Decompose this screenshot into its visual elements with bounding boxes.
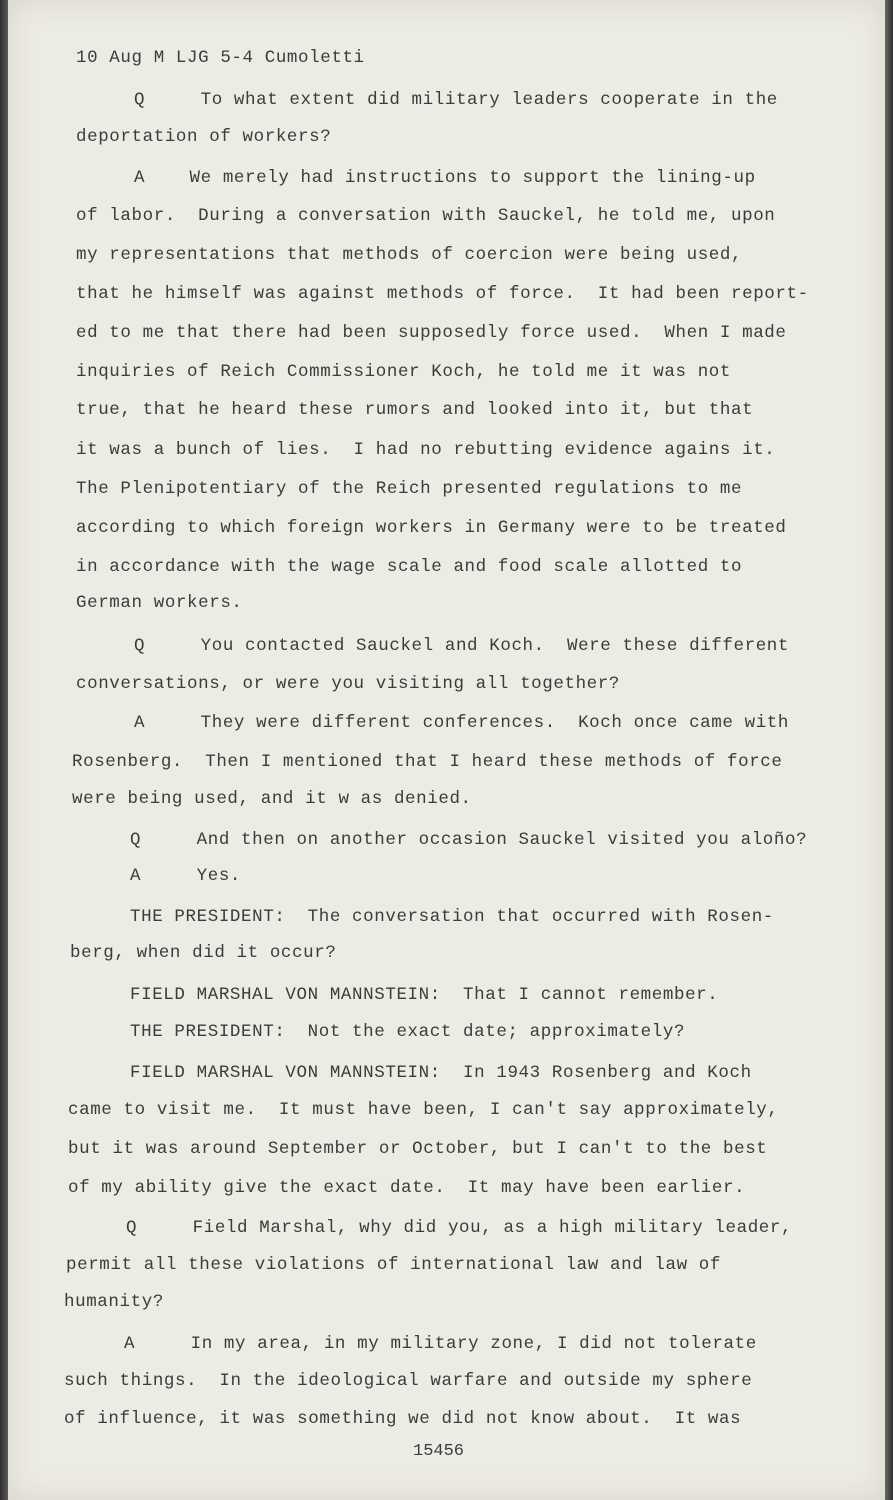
text-line-3: A We merely had instructions to support the lining-up	[134, 168, 756, 188]
scan-right-edge	[885, 0, 893, 1500]
text-line-17: A They were different conferences. Koch once came with	[134, 713, 790, 733]
text-line-35: of influence, it was something we did not know about. It was	[64, 1409, 742, 1429]
text-line-25: THE PRESIDENT: Not the exact date; approximately?	[130, 1022, 686, 1042]
text-line-11: The Plenipotentiary of the Reich presented regulations to me	[76, 479, 743, 499]
text-line-9: true, that he heard these rumors and looked into it, but that	[76, 400, 754, 420]
text-line-1: Q To what extent did military leaders cooperate in the	[134, 90, 778, 110]
text-line-23: berg, when did it occur?	[70, 943, 337, 963]
text-line-12: according to which foreign workers in Germany were to be treated	[76, 518, 787, 538]
text-line-33: A In my area, in my military zone, I did not tolerate	[124, 1334, 757, 1354]
text-line-10: it was a bunch of lies. I had no rebutting evidence agains it.	[76, 440, 776, 460]
page-header: 10 Aug M LJG 5-4 Cumoletti	[76, 48, 365, 68]
text-line-21: A Yes.	[130, 866, 242, 886]
text-line-28: but it was around September or October, but I can't to the best	[68, 1139, 768, 1159]
text-line-29: of my ability give the exact date. It may have been earlier.	[68, 1178, 746, 1198]
text-line-7: ed to me that there had been supposedly force used. When I made	[76, 323, 787, 343]
text-line-30: Q Field Marshal, why did you, as a high military leader,	[126, 1218, 793, 1238]
text-line-34: such things. In the ideological warfare and outside my sphere	[64, 1371, 753, 1391]
text-line-13: in accordance with the wage scale and food scale allotted to	[76, 557, 743, 577]
text-line-22: THE PRESIDENT: The conversation that occurred with Rosen-	[130, 907, 774, 927]
text-line-4: of labor. During a conversation with Sauckel, he told me, upon	[76, 206, 776, 226]
text-line-26: FIELD MARSHAL VON MANNSTEIN: In 1943 Rosenberg and Koch	[130, 1063, 752, 1083]
page-number: 15456	[413, 1442, 465, 1461]
text-line-19: were being used, and it w as denied.	[72, 789, 472, 809]
scan-left-edge	[0, 0, 8, 1500]
text-line-32: humanity?	[64, 1292, 164, 1312]
text-line-16: conversations, or were you visiting all together?	[76, 674, 620, 694]
document-page	[8, 0, 885, 1500]
text-line-27: came to visit me. It must have been, I can't say approximately,	[68, 1100, 779, 1120]
text-line-31: permit all these violations of international law and law of	[66, 1255, 722, 1275]
text-line-15: Q You contacted Sauckel and Koch. Were these different	[134, 636, 790, 656]
text-line-5: my representations that methods of coercion were being used,	[76, 245, 743, 265]
text-line-18: Rosenberg. Then I mentioned that I heard these methods of force	[72, 752, 783, 772]
text-line-6: that he himself was against methods of force. It had been report-	[76, 284, 809, 304]
text-line-8: inquiries of Reich Commissioner Koch, he told me it was not	[76, 362, 732, 382]
text-line-14: German workers.	[76, 593, 243, 613]
text-line-2: deportation of workers?	[76, 127, 332, 147]
text-line-20: Q And then on another occasion Sauckel visited you aloño?	[130, 830, 808, 850]
text-line-24: FIELD MARSHAL VON MANNSTEIN: That I cannot remember.	[130, 985, 719, 1005]
